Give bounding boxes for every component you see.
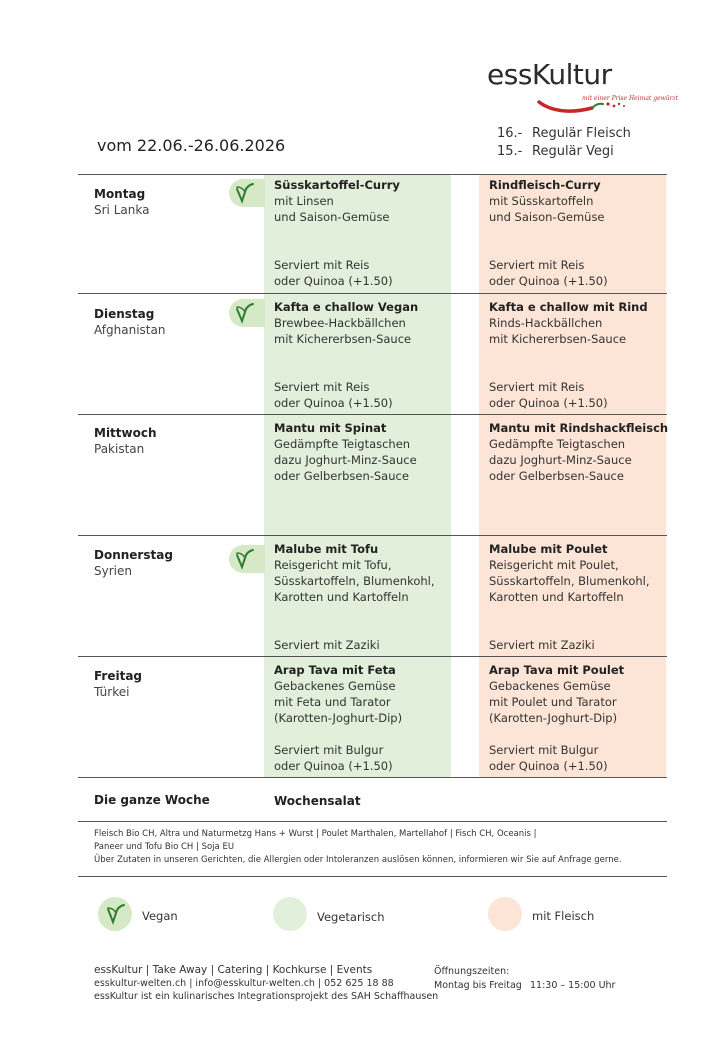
meat-dish-montag (489, 177, 671, 288)
dish-line: mit Kichererbsen-Sauce (489, 332, 627, 346)
day-country: Türkei (94, 685, 130, 699)
dish-line: Rinds-Hackbällchen (489, 316, 603, 330)
dish-title: Rindfleisch-Curry (489, 178, 601, 192)
dish-title: Kafta e challow Vegan (274, 300, 419, 314)
side-line: oder Quinoa (+1.50) (489, 396, 608, 410)
divider (78, 876, 667, 877)
day-country: Pakistan (94, 442, 145, 456)
dish-side (274, 742, 456, 774)
day-country: Syrien (94, 564, 132, 578)
veg-dish-donnerstag (274, 541, 456, 652)
day-name: Mittwoch (94, 426, 157, 440)
dish-side (489, 637, 671, 653)
dish-line: (Karotten-Joghurt-Dip) (489, 711, 618, 725)
price-row-veg (497, 143, 631, 161)
dish-line: dazu Joghurt-Minz-Sauce (274, 453, 417, 467)
meat-dish-dienstag (489, 299, 671, 410)
opening-hours (434, 965, 615, 993)
side-line: Serviert mit Reis (489, 258, 585, 272)
meat-dish-donnerstag (489, 541, 671, 652)
dish-title: Mantu mit Spinat (274, 421, 387, 435)
week-range: vom 22.06.-26.06.2026 (97, 136, 286, 155)
dish-side (274, 637, 456, 653)
day-montag (94, 186, 149, 218)
vegan-icon (229, 299, 265, 327)
dish-title: Arap Tava mit Feta (274, 663, 396, 677)
dish-line: oder Gelberbsen-Sauce (489, 469, 624, 483)
legend-meat-label: mit Fleisch (532, 909, 595, 923)
vegan-icon (229, 179, 265, 207)
dish-line: Gedämpfte Teigtaschen (274, 437, 411, 451)
dish-line: mit Kichererbsen-Sauce (274, 332, 412, 346)
meat-dish-mittwoch (489, 420, 671, 484)
side-line: oder Quinoa (+1.50) (274, 274, 393, 288)
dish-line: Gebackenes Gemüse (274, 679, 396, 693)
dish-line: oder Gelberbsen-Sauce (274, 469, 409, 483)
esskultur-logo (487, 58, 702, 108)
side-line: Serviert mit Zaziki (274, 638, 380, 652)
price-value: 16.- (497, 126, 523, 141)
dish-title: Malube mit Tofu (274, 542, 379, 556)
weekly-label: Die ganze Woche (94, 793, 210, 807)
legend-vegetarian-label: Vegetarisch (317, 910, 385, 924)
dish-line: mit Linsen (274, 194, 334, 208)
dish-line: Karotten und Kartoffeln (489, 590, 624, 604)
side-line: oder Quinoa (+1.50) (274, 759, 393, 773)
veg-dish-freitag (274, 662, 456, 773)
veg-dish-dienstag (274, 299, 456, 410)
divider (78, 293, 667, 294)
dish-side (274, 379, 456, 411)
side-line: Serviert mit Zaziki (489, 638, 595, 652)
veg-dish-mittwoch (274, 420, 456, 484)
hours-row (434, 979, 615, 993)
day-donnerstag (94, 547, 173, 579)
dish-title: Mantu mit Rindshackfleisch (489, 421, 669, 435)
dish-line: Karotten und Kartoffeln (274, 590, 409, 604)
dish-line: mit Süsskartoffeln (489, 194, 594, 208)
dish-title: Kafta e challow mit Rind (489, 300, 648, 314)
day-freitag (94, 668, 142, 700)
dish-line: mit Poulet und Tarator (489, 695, 617, 709)
price-label: Regulär Fleisch (532, 126, 631, 141)
vegan-legend-icon (98, 897, 132, 931)
vegan-icon (229, 545, 265, 573)
day-country: Sri Lanka (94, 203, 150, 217)
day-name: Freitag (94, 669, 143, 683)
dish-line: (Karotten-Joghurt-Dip) (274, 711, 403, 725)
dish-line: mit Feta und Tarator (274, 695, 391, 709)
legend-vegan-label: Vegan (142, 909, 178, 923)
side-line: oder Quinoa (+1.50) (489, 759, 608, 773)
side-line: Serviert mit Bulgur (489, 743, 599, 757)
price-label: Regulär Vegi (532, 144, 614, 159)
dish-title: Süsskartoffel-Curry (274, 178, 400, 192)
sourcing-notes (94, 828, 674, 867)
dish-line: dazu Joghurt-Minz-Sauce (489, 453, 632, 467)
dish-line: Gedämpfte Teigtaschen (489, 437, 626, 451)
divider (78, 821, 667, 822)
dish-side (274, 257, 456, 289)
day-mittwoch (94, 425, 157, 457)
footer-project: essKultur ist ein kulinarisches Integrationsprojekt des SAH Schaffhausen (94, 991, 439, 1002)
divider (78, 656, 667, 657)
dish-line: Süsskartoffeln, Blumenkohl, (489, 574, 650, 588)
dish-title: Malube mit Poulet (489, 542, 608, 556)
day-name: Dienstag (94, 307, 155, 321)
divider (78, 414, 667, 415)
note-line: Fleisch Bio CH, Altra und Naturmetzg Hans + Wurst | Poulet Marthalen, Martellahof | Fisch CH, Oceanis | (94, 829, 537, 839)
logo-tagline: mit einer Prise Heimat gewürzt (582, 95, 679, 102)
dish-line: Gebackenes Gemüse (489, 679, 611, 693)
side-line: Serviert mit Reis (489, 380, 585, 394)
side-line: Serviert mit Reis (274, 380, 370, 394)
dish-side (489, 379, 671, 411)
day-dienstag (94, 306, 165, 338)
day-country: Afghanistan (94, 323, 166, 337)
dish-side (489, 742, 671, 774)
divider (78, 174, 667, 175)
footer-contact: esskultur-welten.ch | info@esskultur-welten.ch | 052 625 18 88 (94, 978, 394, 989)
price-list (497, 125, 631, 161)
hours-title: Öffnungszeiten: (434, 966, 510, 977)
day-name: Donnerstag (94, 548, 173, 562)
hours-days: Montag bis Freitag (434, 980, 522, 991)
weekly-dish: Wochensalat (274, 794, 361, 808)
dish-line: und Saison-Gemüse (274, 210, 390, 224)
hours-time: 11:30 – 15:00 Uhr (530, 980, 616, 991)
side-line: oder Quinoa (+1.50) (274, 396, 393, 410)
footer-services: essKultur | Take Away | Catering | Kochkurse | Events (94, 964, 373, 976)
logo-wordmark: essKultur (487, 58, 612, 91)
note-line: Paneer und Tofu Bio CH | Soja EU (94, 842, 235, 852)
meat-legend-swatch (488, 897, 522, 931)
day-name: Montag (94, 187, 146, 201)
veg-dish-montag (274, 177, 456, 288)
vegetarian-legend-swatch (273, 897, 307, 931)
price-row-meat (497, 125, 631, 143)
side-line: oder Quinoa (+1.50) (489, 274, 608, 288)
side-line: Serviert mit Reis (274, 258, 370, 272)
divider (78, 777, 667, 778)
dish-line: Reisgericht mit Poulet, (489, 558, 619, 572)
side-line: Serviert mit Bulgur (274, 743, 384, 757)
note-line: Über Zutaten in unseren Gerichten, die Allergien oder Intoleranzen auslösen können, informieren wir Sie auf Anfrage gerne. (94, 855, 622, 865)
dish-line: und Saison-Gemüse (489, 210, 605, 224)
dish-line: Reisgericht mit Tofu, (274, 558, 392, 572)
dish-title: Arap Tava mit Poulet (489, 663, 625, 677)
footer-info (94, 964, 438, 1003)
dish-side (489, 257, 671, 289)
meat-dish-freitag (489, 662, 671, 773)
price-value: 15.- (497, 144, 523, 159)
dish-line: Süsskartoffeln, Blumenkohl, (274, 574, 435, 588)
dish-line: Brewbee-Hackbällchen (274, 316, 406, 330)
divider (78, 535, 667, 536)
